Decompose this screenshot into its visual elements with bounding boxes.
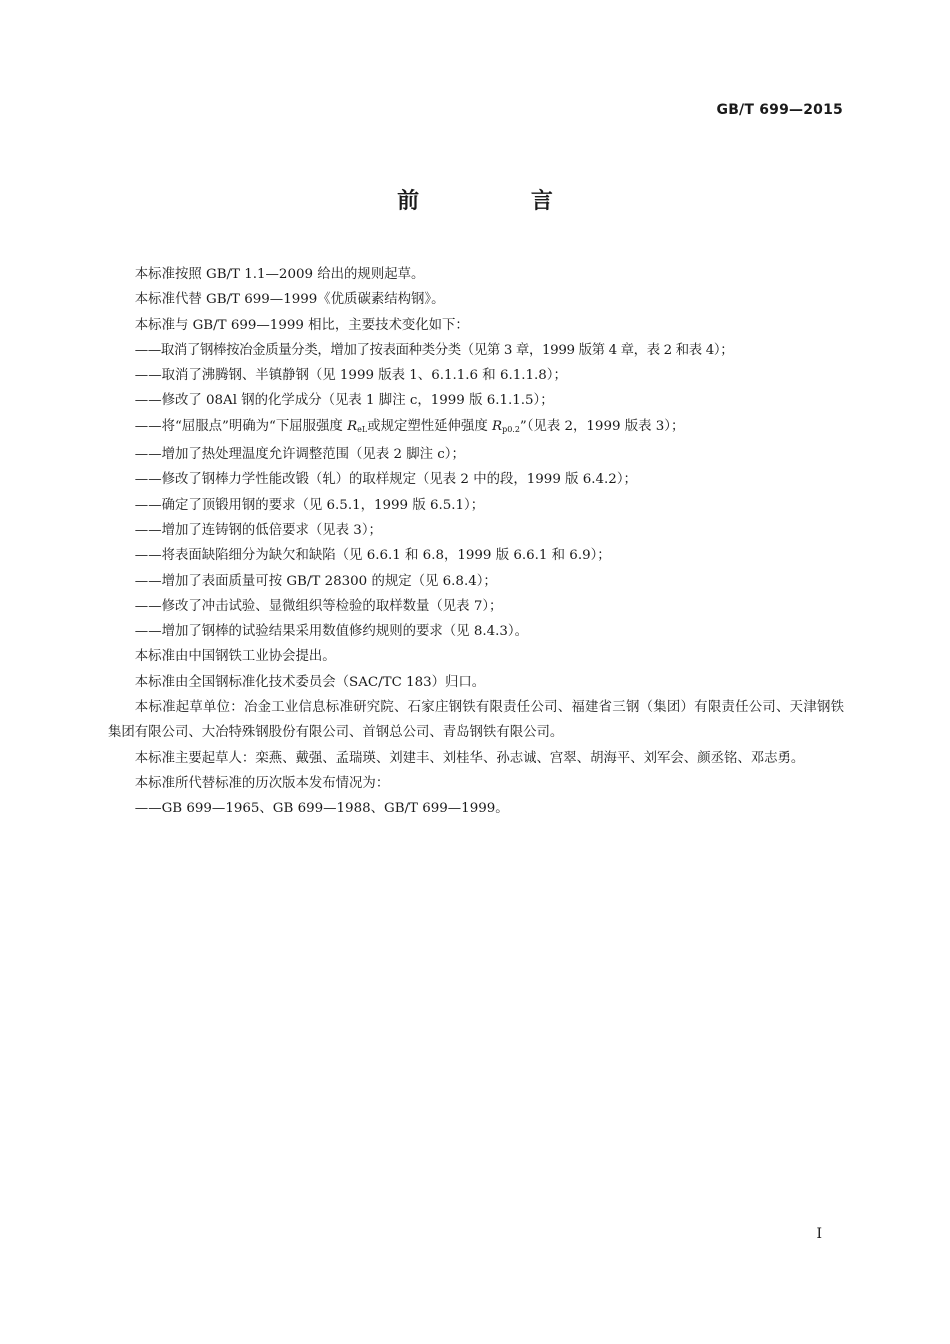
paragraph: 本标准由全国钢标准化技术委员会（SAC/TC 183）归口。	[134, 674, 486, 690]
paragraph: 本标准按照 GB/T 1.1—2009 给出的规则起草。	[134, 267, 425, 282]
change-item: ——取消了沸腾钢、半镇静钢（见 1999 版表 1、6.1.1.6 和 6.1.1.8）；	[134, 368, 567, 384]
symbol-r: R	[347, 418, 358, 434]
change-item-yield	[108, 414, 844, 442]
subscript-p02: p0.2	[502, 424, 520, 434]
yield-middle: 或规定塑性延伸强度	[367, 418, 492, 434]
drafters: 本标准主要起草人：栾燕、戴强、孟瑞瑛、刘建丰、刘桂华、孙志诚、宫翠、胡海平、刘军会、颜丞铭、邓志勇。	[134, 750, 805, 766]
change-item: ——修改了冲击试验、显微组织等检验的取样数量（见表 7）；	[134, 598, 503, 614]
change-item: ——增加了表面质量可按 GB/T 28300 的规定（见 6.8.4）；	[134, 573, 497, 589]
standard-code: GB/T 699—2015	[716, 102, 843, 118]
change-item: ——修改了钢棒力学性能改锻（轧）的取样规定（见表 2 中的段，1999 版 6.4.2）；	[134, 472, 637, 488]
paragraph: 本标准由中国钢铁工业协会提出。	[134, 649, 336, 665]
yield-suffix: ”（见表 2，1999 版表 3）；	[519, 418, 685, 434]
foreword-body	[108, 262, 844, 822]
paragraph: 本标准代替 GB/T 699—1999《优质碳素结构钢》。	[134, 292, 445, 308]
change-item: ——增加了连铸钢的低倍要求（见表 3）；	[134, 522, 382, 538]
change-item: ——确定了顶锻用钢的要求（见 6.5.1，1999 版 6.5.1）；	[134, 497, 485, 513]
paragraph: 本标准所代替标准的历次版本发布情况为：	[134, 775, 390, 791]
change-item: ——增加了热处理温度允许调整范围（见表 2 脚注 c）；	[134, 447, 465, 463]
history-item: ——GB 699—1965、GB 699—1988、GB/T 699—1999。	[134, 801, 509, 817]
change-item: ——增加了钢棒的试验结果采用数值修约规则的要求（见 8.4.3）。	[134, 624, 528, 640]
change-item: ——取消了钢棒按冶金质量分类，增加了按表面种类分类（见第 3 章，1999 版第 4 章，表 2 和表 4）；	[134, 342, 734, 358]
symbol-r: R	[491, 418, 503, 434]
paragraph: 本标准与 GB/T 699—1999 相比，主要技术变化如下：	[134, 317, 469, 333]
yield-prefix: ——将“屈服点”明确为“下屈服强度	[134, 418, 348, 434]
drafting-units: 本标准起草单位：冶金工业信息标准研究院、石家庄钢铁有限责任公司、福建省三钢（集团）有限责任公司、天津钢铁集团有限公司、大冶特殊钢股份有限公司、首钢总公司、青岛钢铁有限公司。	[108, 700, 844, 741]
page-title: 前 言	[397, 189, 605, 214]
change-item: ——将表面缺陷细分为缺欠和缺陷（见 6.6.1 和 6.8，1999 版 6.6.1 和 6.9）；	[134, 548, 611, 564]
page-number: I	[816, 1226, 822, 1242]
subscript-el: eL	[357, 424, 368, 434]
change-item: ——修改了 08Al 钢的化学成分（见表 1 脚注 c，1999 版 6.1.1.5）；	[134, 393, 554, 409]
